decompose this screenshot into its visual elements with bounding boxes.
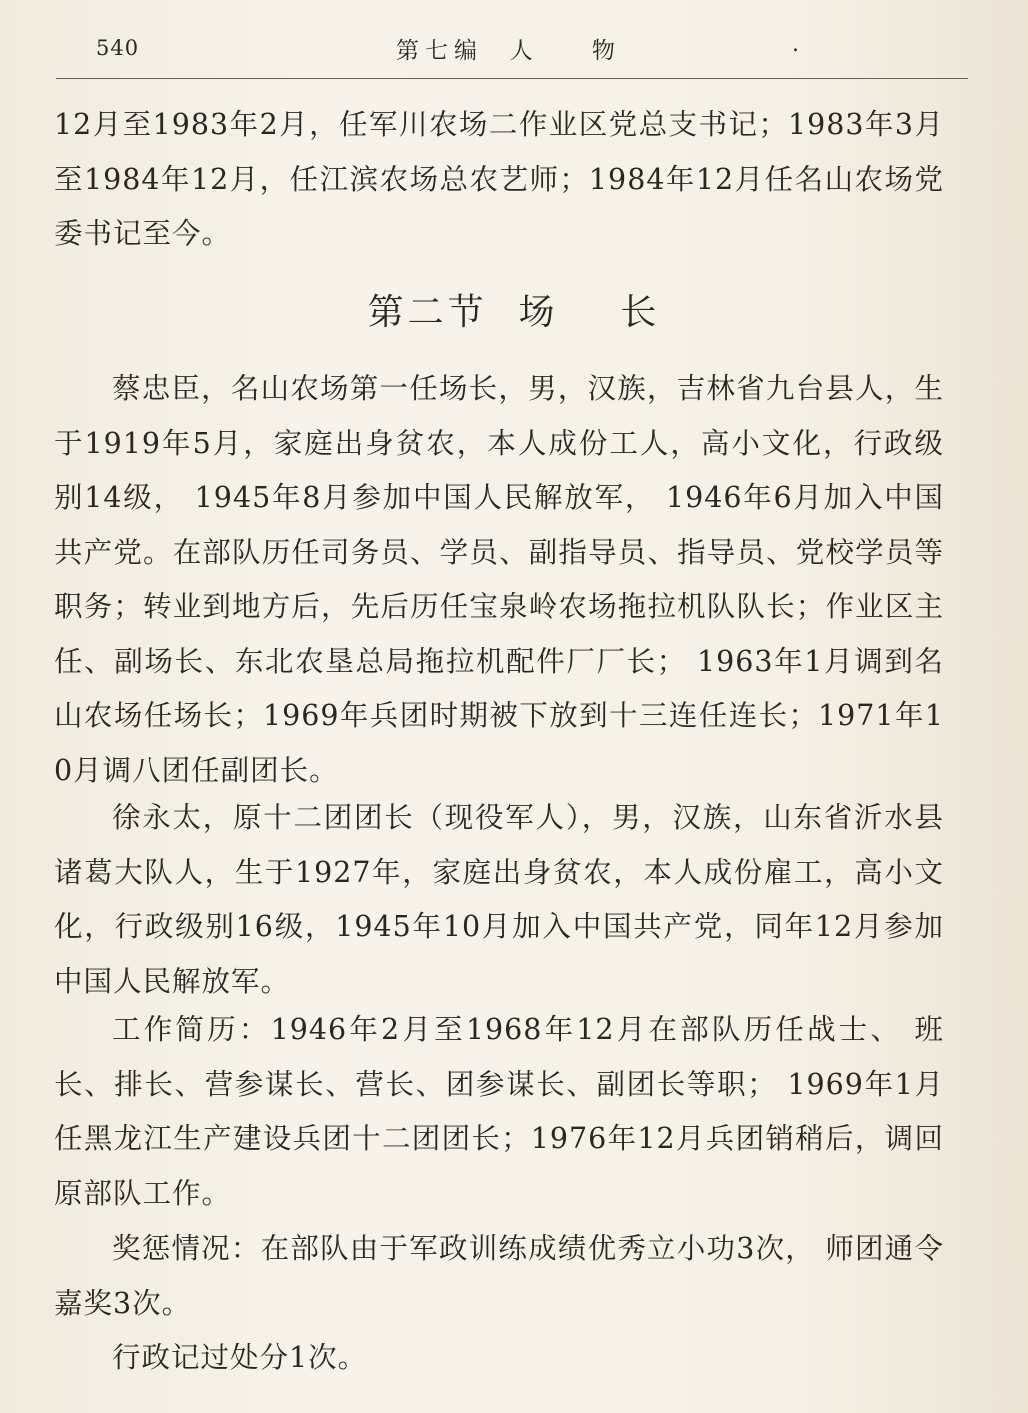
paragraph-rewards: 奖惩情况：在部队由于军政训练成绩优秀立小功3次， 师团通令嘉奖3次。 — [54, 1232, 944, 1320]
paragraph-continued: 12月至1983年2月，任军川农场二作业区党总支书记；1983年3月至1984年12月，任江滨农场总农艺师；1984年12月任名山农场党委书记至今。 — [54, 108, 944, 250]
running-head: 第七编 人 物 — [396, 38, 621, 64]
page-header — [56, 26, 968, 82]
header-rule — [56, 78, 968, 79]
paragraph-penalty: 行政记过处分1次。 — [112, 1341, 368, 1374]
paragraph-xu-yongtai: 徐永太，原十二团团长（现役军人），男，汉族，山东省沂水县诸葛大队人，生于1927年，家庭出身贫农，本人成份雇工，高小文化，行政级别16级，1945年10月加入中国共产党，同年12月参加中国人民解放军。 — [54, 801, 944, 998]
paragraph-cai-zhongchen: 蔡忠臣，名山农场第一任场长，男，汉族，吉林省九台县人，生于1919年5月，家庭出身贫农，本人成份工人，高小文化，行政级别14级， 1945年8月参加中国人民解放军， 1946年6月加入中国共产党。在部队历任司务员、学员、副指导员、指导员、党校学员等职务；转业到地方后，先后历任宝泉岭农场拖拉机队队长；作业区主任、副场长、东北农垦总局拖拉机配件厂厂长； 1963年1月调到名山农场任场长；1969年兵团时期被下放到十三连任连长；1971年10月调八团任副团长。 — [54, 372, 944, 787]
section-title: 第二节 场 长 — [367, 292, 661, 333]
header-dot: . — [792, 32, 799, 57]
paragraph-work-history: 工作简历：1946年2月至1968年12月在部队历任战士、 班长、排长、营参谋长、营长、团参谋长、副团长等职； 1969年1月任黑龙江生产建设兵团十二团团长；1976年12月兵团销稍后，调回原部队工作。 — [54, 1013, 944, 1210]
page-number: 540 — [96, 36, 140, 60]
